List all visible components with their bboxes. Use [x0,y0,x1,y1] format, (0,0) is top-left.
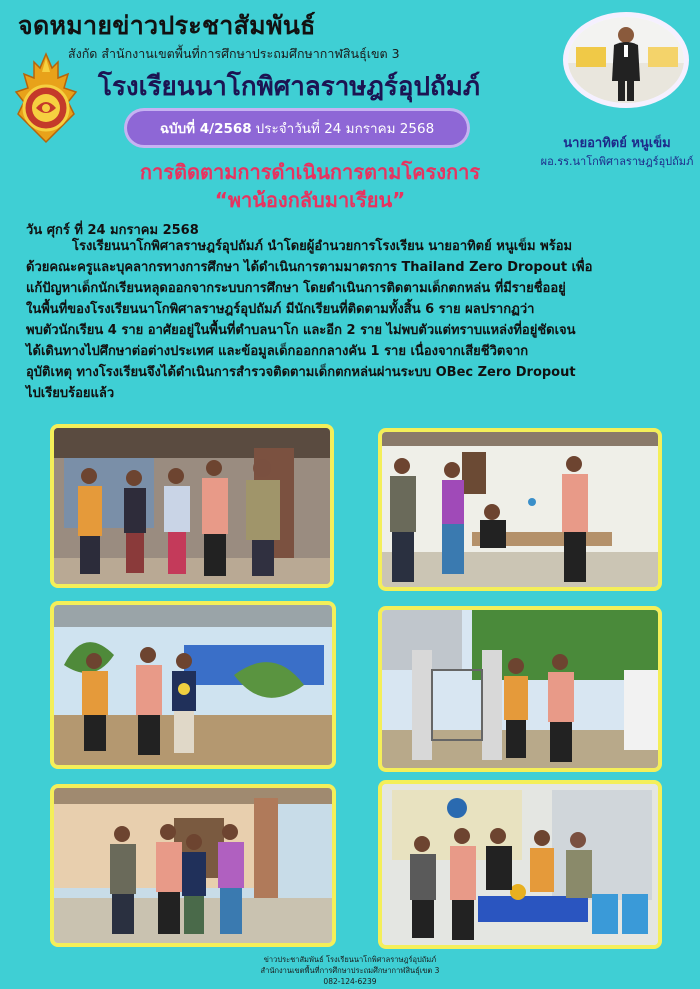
footer-phone: 082-124-6239 [323,977,377,986]
photo-visit-1 [50,424,334,588]
footer-line: ข่าวประชาสัมพันธ์ โรงเรียนนาโกพิศาลราษฎร์อุปถัมภ์ [263,955,437,964]
body-line: ไปเรียบร้อยแล้ว [26,386,115,401]
body-line: ได้เดินทางไปศึกษาต่อต่างประเทศ และข้อมูลเด็กออกกลางคัน 1 ราย เนื่องจากเสียชีวิตจาก [26,344,529,359]
director-name: นายอาทิตย์ หนูเข็ม [563,136,671,151]
article-dateline: วัน ศุกร์ ที่ 24 มกราคม 2568 [26,223,199,238]
article-body [26,236,678,404]
issue-date: ประจำวันที่ 24 มกราคม 2568 [255,121,435,137]
body-line: พบตัวนักเรียน 4 ราย อาศัยอยู่ในพื้นที่ตำบลนาโก และอีก 2 ราย ไม่พบตัวแต่ทราบแหล่งที่อยู่ชัดเจน [26,323,576,338]
school-name: โรงเรียนนาโกพิศาลราษฎร์อุปถัมภ์ [98,72,481,102]
affiliation-text: สังกัด สำนักงานเขตพื้นที่การศึกษาประถมศึกษากาฬสินธุ์เขต 3 [68,46,400,61]
photo-visit-3 [50,601,336,769]
page-footer [0,954,700,987]
body-line: อุบัติเหตุ ทางโรงเรียนจึงได้ดำเนินการสำรวจติดตามเด็กตกหล่นผ่านระบบ OBec Zero Dropout [26,365,576,380]
issue-badge [127,111,467,145]
body-line: แก้ปัญหาเด็กนักเรียนหลุดออกจากระบบการศึกษา โดยดำเนินการติดตามเด็กตกหล่น ที่มีรายชื่ออยู่ [26,281,566,296]
photo-visit-6 [378,780,662,949]
school-emblem-icon [12,52,80,146]
newsletter-title: จดหมายข่าวประชาสัมพันธ์ [18,11,316,40]
photo-visit-5 [50,784,336,947]
project-name: “พาน้องกลับมาเรียน” [214,188,406,212]
photo-visit-4 [378,606,662,772]
issue-number: ฉบับที่ 4/2568 [159,121,252,137]
body-line: โรงเรียนนาโกพิศาลราษฎร์อุปถัมภ์ นำโดยผู้อำนวยการโรงเรียน นายอาทิตย์ หนูเข็ม พร้อม [72,239,573,254]
director-title: ผอ.รร.นาโกพิศาลราษฎร์อุปถัมภ์ [540,155,694,168]
director-portrait [563,12,689,108]
body-line: ด้วยคณะครูและบุคลากรทางการศึกษา ได้ดำเนินการตามมาตรการ Thailand Zero Dropout เพื่อ [26,260,593,275]
photo-visit-2 [378,428,662,591]
article-headline: การติดตามการดำเนินการตามโครงการ [139,160,481,184]
body-line: ในพื้นที่ของโรงเรียนนาโกพิศาลราษฎร์อุปถัมภ์ มีนักเรียนที่ติดตามทั้งสิ้น 6 ราย ผลปรากฏว่า [26,302,535,317]
footer-line: สำนักงานเขตพื้นที่การศึกษาประถมศึกษากาฬสินธุ์เขต 3 [260,966,440,975]
